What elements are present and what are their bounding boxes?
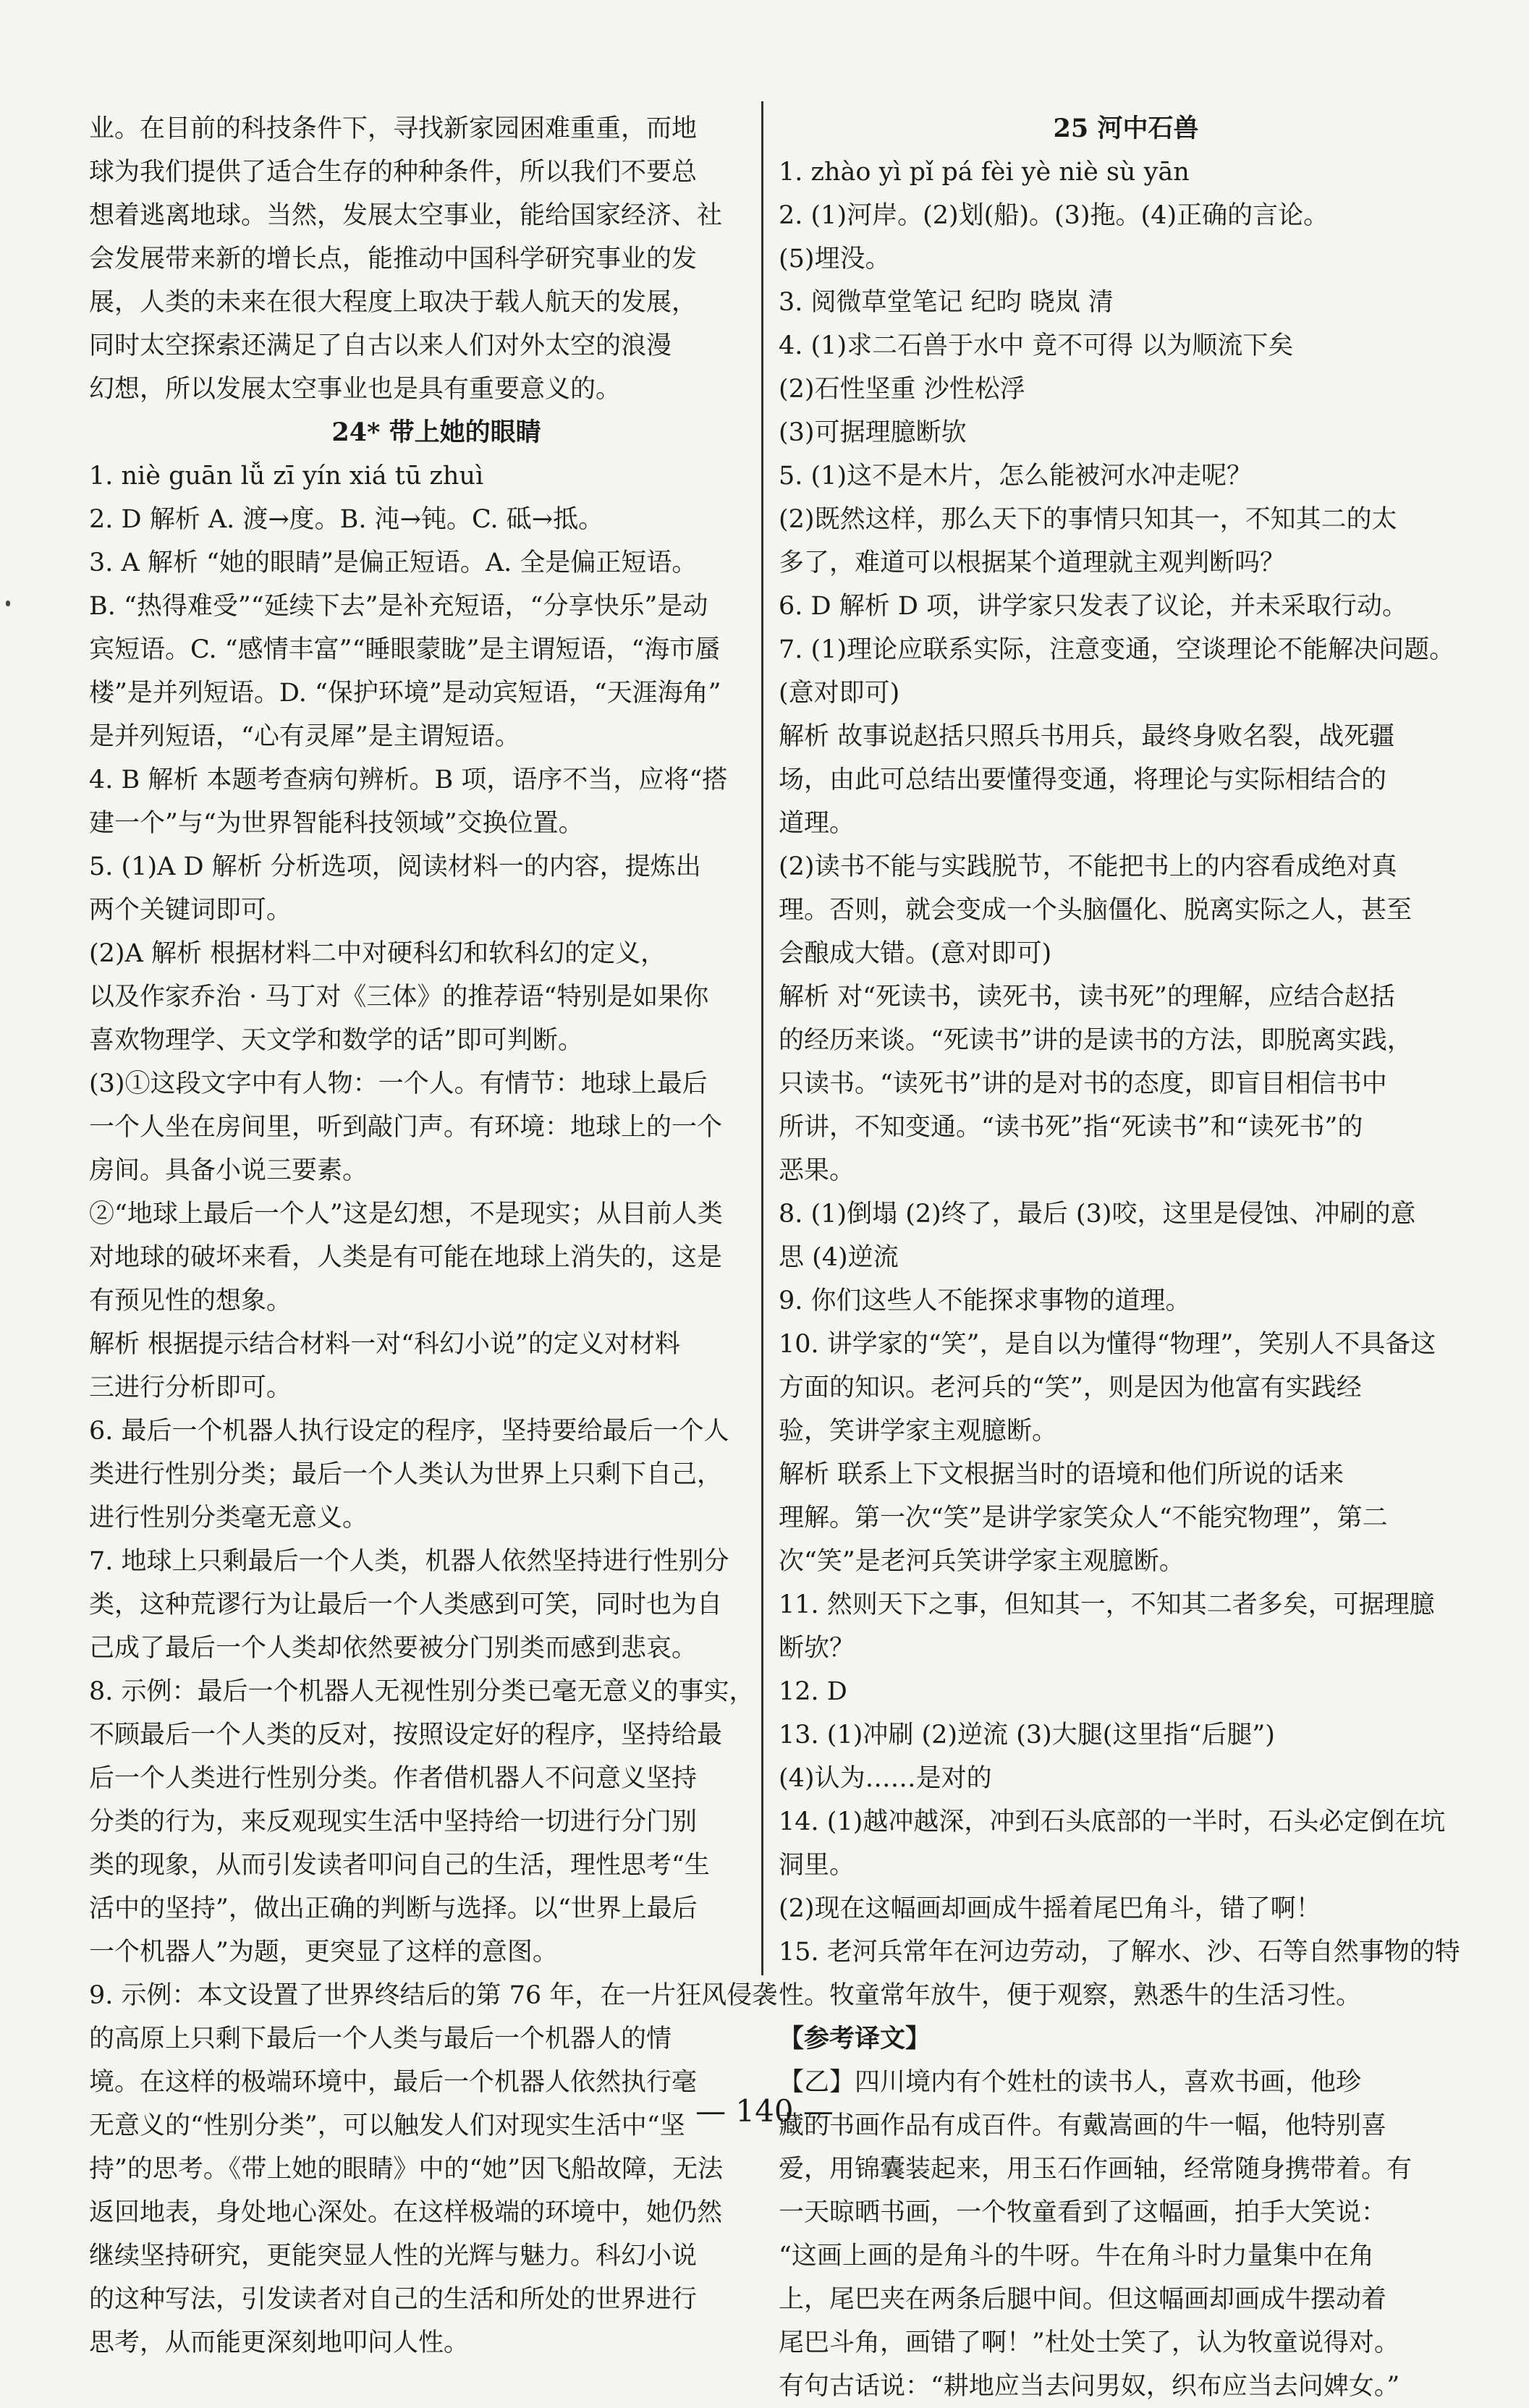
text-line: 解析 根据提示结合材料一对“科幻小说”的定义对材料	[89, 1330, 680, 1359]
text-line: “这画上画的是角斗的牛呀。牛在角斗时力量集中在角	[779, 2242, 1374, 2271]
text-line: 无意义的“性别分类”，可以触发人们对现实生活中“坚	[89, 2111, 685, 2140]
text-line: 9. 你们这些人不能探求事物的道理。	[779, 1286, 1191, 1315]
text-line: 15. 老河兵常年在河边劳动，了解水、沙、石等自然事物的特	[779, 1938, 1460, 1967]
reference-translation-heading: 【参考译文】	[779, 2024, 931, 2053]
text-line: 尾巴斗角，画错了啊！”杜处士笑了，认为牧童说得对。	[779, 2328, 1399, 2357]
text-line: 持”的思考。《带上她的眼睛》中的“她”因飞船故障，无法	[89, 2155, 724, 2184]
text-line: 6. D 解析 D 项，讲学家只发表了议论，并未采取行动。	[779, 592, 1408, 621]
text-line: 解析 对“死读书，读死书，读书死”的理解，应结合赵括	[779, 983, 1395, 1012]
text-line: 2. (1)河岸。(2)划(船)。(3)拖。(4)正确的言论。	[779, 201, 1329, 230]
text-line: 14. (1)越冲越深，冲到石头底部的一半时，石头必定倒在坑	[779, 1807, 1446, 1836]
text-line: (2)既然这样，那么天下的事情只知其一，不知其二的太	[779, 505, 1397, 534]
text-line: 房间。具备小说三要素。	[89, 1156, 368, 1185]
text-line: 建一个”与“为世界智能科技领域”交换位置。	[89, 809, 584, 838]
text-line: 会酿成大错。(意对即可)	[779, 939, 1052, 968]
text-line: 1. niè guān lǚ zī yín xiá tū zhuì	[89, 462, 484, 491]
text-line: 喜欢物理学、天文学和数学的话”即可判断。	[89, 1026, 583, 1055]
left-column	[89, 107, 784, 2365]
text-line: 9. 示例：本文设置了世界终结后的第 76 年，在一片狂风侵袭	[89, 1981, 778, 2010]
text-line: 思考，从而能更深刻地叩问人性。	[89, 2328, 470, 2357]
text-line: 3. A 解析 “她的眼睛”是偏正短语。A. 全是偏正短语。	[89, 548, 698, 577]
text-line: 三进行分析即可。	[89, 1373, 292, 1402]
section-title: 25 河中石兽	[1053, 114, 1199, 143]
text-line: 对地球的破坏来看，人类是有可能在地球上消失的，这是	[89, 1243, 723, 1272]
text-line: 验，笑讲学家主观臆断。	[779, 1417, 1058, 1446]
text-line: 进行性别分类毫无意义。	[89, 1504, 368, 1532]
text-line: 宾短语。C. “感情丰富”“睡眼蒙眬”是主谓短语，“海市蜃	[89, 635, 721, 664]
text-line: 所讲，不知变通。“读书死”指“死读书”和“读死书”的	[779, 1113, 1363, 1142]
text-line: (意对即可)	[779, 679, 900, 708]
text-line: 有预见性的想象。	[89, 1286, 292, 1315]
text-line: 活中的坚持”，做出正确的判断与选择。以“世界上最后	[89, 1894, 698, 1923]
text-line: 解析 联系上下文根据当时的语境和他们所说的话来	[779, 1460, 1344, 1489]
text-line: 7. (1)理论应联系实际，注意变通，空谈理论不能解决问题。	[779, 635, 1455, 664]
text-line: 1. zhào yì pǐ pá fèi yè niè sù yān	[779, 158, 1190, 187]
text-line: 7. 地球上只剩最后一个人类，机器人依然坚持进行性别分	[89, 1547, 729, 1576]
text-line: 道理。	[779, 809, 855, 838]
text-line: 幻想，所以发展太空事业也是具有重要意义的。	[89, 375, 622, 404]
text-line: (2)现在这幅画却画成牛摇着尾巴角斗，错了啊！	[779, 1894, 1321, 1923]
text-line: 分类的行为，来反观现实生活中坚持给一切进行分门别	[89, 1807, 698, 1836]
text-line: 的经历来谈。“死读书”讲的是读书的方法，即脱离实践，	[779, 1026, 1412, 1055]
text-line: 类进行性别分类；最后一个人类认为世界上只剩下自己，	[89, 1460, 723, 1489]
text-line: 6. 最后一个机器人执行设定的程序，坚持要给最后一个人	[89, 1417, 729, 1446]
text-line: ②“地球上最后一个人”这是幻想，不是现实；从目前人类	[89, 1200, 723, 1229]
text-line: 两个关键词即可。	[89, 896, 292, 925]
text-line: 是并列短语，“心有灵犀”是主谓短语。	[89, 722, 520, 751]
text-line: 断欤？	[779, 1634, 855, 1663]
text-line: 恶果。	[779, 1156, 855, 1185]
text-line: 8. 示例：最后一个机器人无视性别分类已毫无意义的事实，	[89, 1677, 755, 1706]
text-line: (3)可据理臆断欤	[779, 418, 967, 447]
text-line: 方面的知识。老河兵的“笑”，则是因为他富有实践经	[779, 1373, 1362, 1402]
text-line: 理解。第一次“笑”是讲学家笑众人“不能究物理”，第二	[779, 1504, 1388, 1532]
text-line: 球为我们提供了适合生存的种种条件，所以我们不要总	[89, 158, 698, 187]
text-line: 的这种写法，引发读者对自己的生活和所处的世界进行	[89, 2285, 698, 2314]
text-line: 境。在这样的极端环境中，最后一个机器人依然执行毫	[89, 2068, 698, 2097]
text-line: (2)A 解析 根据材料二中对硬科幻和软科幻的定义，	[89, 939, 666, 968]
text-line: 返回地表，身处地心深处。在这样极端的环境中，她仍然	[89, 2198, 723, 2227]
text-line: (4)认为……是对的	[779, 1764, 992, 1793]
text-line: 楼”是并列短语。D. “保护环境”是动宾短语，“天涯海角”	[89, 679, 721, 708]
ink-speck	[6, 601, 10, 606]
text-line: 以及作家乔治 · 马丁对《三体》的推荐语“特别是如果你	[89, 983, 709, 1012]
text-line: 4. (1)求二石兽于水中 竟不可得 以为顺流下矣	[779, 331, 1294, 360]
text-line: 后一个人类进行性别分类。作者借机器人不问意义坚持	[89, 1764, 698, 1793]
text-line: 一天晾晒书画，一个牧童看到了这幅画，拍手大笑说：	[779, 2198, 1387, 2227]
text-line: 藏的书画作品有成百件。有戴嵩画的牛一幅，他特别喜	[779, 2111, 1387, 2140]
text-line: 继续坚持研究，更能突显人性的光辉与魅力。科幻小说	[89, 2242, 698, 2271]
text-line: (2)读书不能与实践脱节，不能把书上的内容看成绝对真	[779, 852, 1397, 881]
text-line: 展，人类的未来在很大程度上取决于载人航天的发展，	[89, 288, 698, 317]
text-line: 11. 然则天下之事，但知其一，不知其二者多矣，可据理臆	[779, 1590, 1435, 1619]
text-line: 解析 故事说赵括只照兵书用兵，最终身败名裂，战死疆	[779, 722, 1395, 751]
text-line: 的高原上只剩下最后一个人类与最后一个机器人的情	[89, 2025, 672, 2053]
text-line: 多了，难道可以根据某个道理就主观判断吗？	[779, 548, 1286, 577]
text-line: 业。在目前的科技条件下，寻找新家园困难重重，而地	[89, 114, 698, 143]
text-line: 想着逃离地球。当然，发展太空事业，能给国家经济、社	[89, 201, 723, 230]
text-line: B. “热得难受”“延续下去”是补充短语，“分享快乐”是动	[89, 592, 708, 621]
text-line: 5. (1)A D 解析 分析选项，阅读材料一的内容，提炼出	[89, 852, 701, 881]
right-column	[779, 107, 1473, 2408]
text-line: 3. 阅微草堂笔记 纪昀 晓岚 清	[779, 288, 1114, 317]
text-line: 8. (1)倒塌 (2)终了，最后 (3)咬，这里是侵蚀、冲刷的意	[779, 1200, 1416, 1229]
text-line: 类的现象，从而引发读者叩问自己的生活，理性思考“生	[89, 1851, 710, 1880]
page-number: — 140 —	[695, 2093, 834, 2129]
text-line: 次“笑”是老河兵笑讲学家主观臆断。	[779, 1547, 1185, 1576]
text-line: 12. D	[779, 1677, 847, 1706]
text-line: 一个机器人”为题，更突显了这样的意图。	[89, 1938, 558, 1967]
text-line: (3)①这段文字中有人物：一个人。有情节：地球上最后	[89, 1069, 708, 1098]
text-line: 10. 讲学家的“笑”，是自以为懂得“物理”，笑别人不具备这	[779, 1330, 1436, 1359]
text-line: 类，这种荒谬行为让最后一个人类感到可笑，同时也为自	[89, 1590, 723, 1619]
text-line: 不顾最后一个人类的反对，按照设定好的程序，坚持给最	[89, 1721, 723, 1750]
text-line: 同时太空探索还满足了自古以来人们对外太空的浪漫	[89, 331, 672, 360]
text-line: 理。否则，就会变成一个头脑僵化、脱离实际之人，甚至	[779, 896, 1412, 925]
text-line: 思 (4)逆流	[779, 1243, 899, 1272]
text-line: (5)埋没。	[779, 245, 891, 274]
text-line: 上，尾巴夹在两条后腿中间。但这幅画却画成牛摆动着	[779, 2285, 1387, 2314]
text-line: 洞里。	[779, 1851, 855, 1880]
text-line: 4. B 解析 本题考查病句辨析。B 项，语序不当，应将“搭	[89, 766, 728, 794]
text-line: 会发展带来新的增长点，能推动中国科学研究事业的发	[89, 245, 698, 274]
text-line: 有句古话说：“耕地应当去问男奴，织布应当去问婢女。”	[779, 2372, 1400, 2401]
text-line: 性。牧童常年放牛，便于观察，熟悉牛的生活习性。	[779, 1981, 1362, 2010]
text-line: (2)石性坚重 沙性松浮	[779, 375, 1025, 404]
text-line: 【乙】四川境内有个姓杜的读书人，喜欢书画，他珍	[779, 2068, 1362, 2097]
text-line: 场，由此可总结出要懂得变通，将理论与实际相结合的	[779, 766, 1387, 794]
text-line: 爱，用锦囊装起来，用玉石作画轴，经常随身携带着。有	[779, 2155, 1412, 2184]
text-line: 13. (1)冲刷 (2)逆流 (3)大腿(这里指“后腿”)	[779, 1721, 1275, 1750]
text-line: 5. (1)这不是木片，怎么能被河水冲走呢？	[779, 462, 1253, 491]
text-line: 一个人坐在房间里，听到敲门声。有环境：地球上的一个	[89, 1113, 723, 1142]
section-title: 24* 带上她的眼睛	[331, 417, 541, 447]
text-line: 2. D 解析 A. 渡→度。B. 沌→钝。C. 砥→抵。	[89, 505, 604, 534]
text-line: 只读书。“读死书”讲的是对书的态度，即盲目相信书中	[779, 1069, 1387, 1098]
text-line: 己成了最后一个人类却依然要被分门别类而感到悲哀。	[89, 1634, 698, 1663]
